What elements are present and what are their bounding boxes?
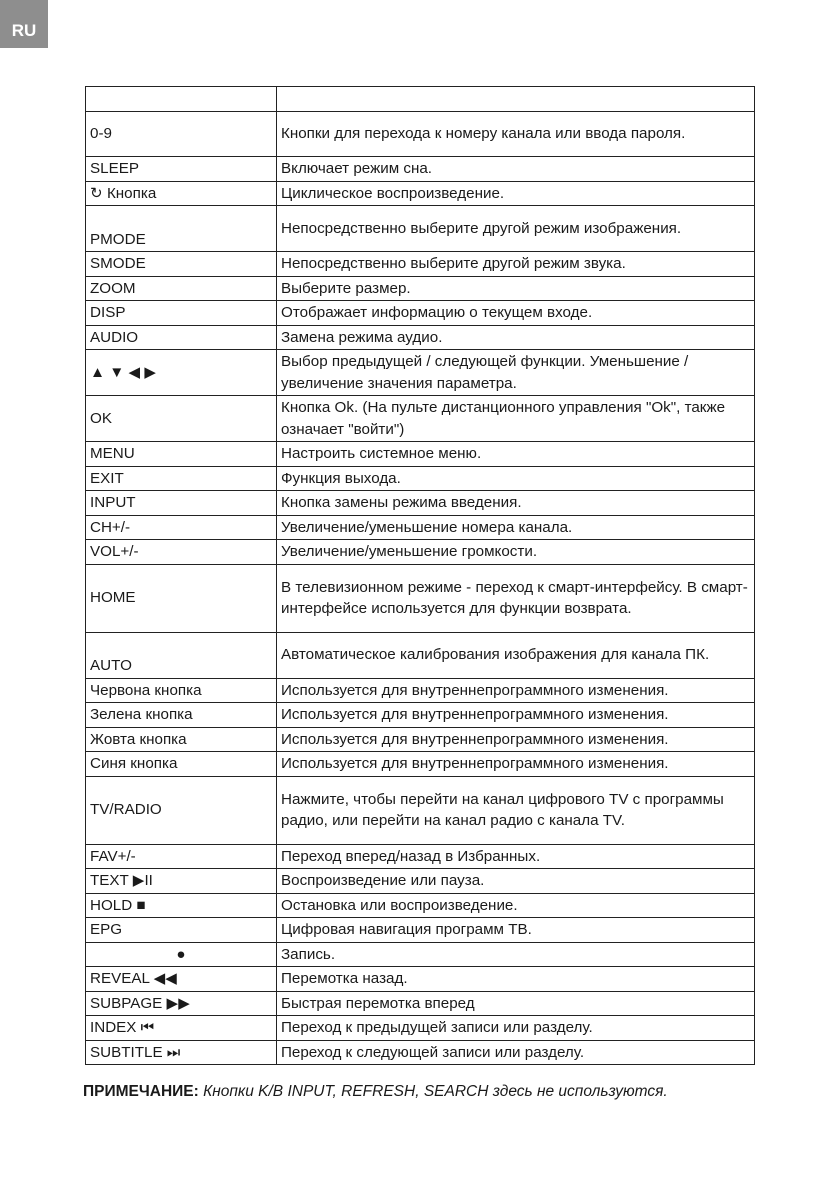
button-name-cell: INDEX ⏮ xyxy=(86,1016,277,1041)
button-name-cell: PMODE xyxy=(86,206,277,252)
table-row xyxy=(86,967,755,992)
button-description-cell: В телевизионном режиме - переход к смарт-интерфейсу. В смарт-интерфейсе используется для функции возврата. xyxy=(277,564,755,632)
table-row xyxy=(86,844,755,869)
button-description-cell: Цифровая навигация программ ТВ. xyxy=(277,918,755,943)
language-tab: RU xyxy=(0,0,48,48)
button-description-cell: Увеличение/уменьшение громкости. xyxy=(277,540,755,565)
button-description-cell: Функция выхода. xyxy=(277,466,755,491)
button-description-cell: Остановка или воспроизведение. xyxy=(277,893,755,918)
button-name-cell: FAV+/- xyxy=(86,844,277,869)
button-name-cell: ↻ Кнопка xyxy=(86,181,277,206)
button-description-cell: Отображает информацию о текущем входе. xyxy=(277,301,755,326)
table-row xyxy=(86,991,755,1016)
table-row xyxy=(86,325,755,350)
table-row xyxy=(86,632,755,678)
button-description-cell: Кнопка Ok. (На пульте дистанционного управления "Ok", также означает "войти") xyxy=(277,396,755,442)
footnote xyxy=(83,1083,668,1101)
table-row xyxy=(86,442,755,467)
table-row xyxy=(86,515,755,540)
button-name-cell: TV/RADIO xyxy=(86,776,277,844)
button-description-cell: Используется для внутреннепрограммного изменения. xyxy=(277,678,755,703)
table-row xyxy=(86,1040,755,1065)
table-row xyxy=(86,540,755,565)
button-name-cell: DISP xyxy=(86,301,277,326)
button-description-cell: Автоматическое калибрования изображения для канала ПК. xyxy=(277,632,755,678)
button-name-cell: SMODE xyxy=(86,252,277,277)
button-description-cell: Циклическое воспроизведение. xyxy=(277,181,755,206)
header-cell-desc xyxy=(277,87,755,112)
button-name-cell: Червона кнопка xyxy=(86,678,277,703)
table-row xyxy=(86,1016,755,1041)
table-row xyxy=(86,466,755,491)
table-header-row xyxy=(86,87,755,112)
table-row xyxy=(86,869,755,894)
table-row xyxy=(86,942,755,967)
note-label: ПРИМЕЧАНИЕ: xyxy=(83,1083,199,1100)
button-description-cell: Выберите размер. xyxy=(277,276,755,301)
button-description-cell: Кнопка замены режима введения. xyxy=(277,491,755,516)
table-row xyxy=(86,703,755,728)
button-description-cell: Выбор предыдущей / следующей функции. Уменьшение / увеличение значения параметра. xyxy=(277,350,755,396)
table-row xyxy=(86,396,755,442)
button-name-cell: ▲ ▼ ◀ ▶ xyxy=(86,350,277,396)
button-name-cell: SLEEP xyxy=(86,157,277,182)
header-cell-key xyxy=(86,87,277,112)
table-row xyxy=(86,918,755,943)
table-row xyxy=(86,157,755,182)
button-name-cell: Зелена кнопка xyxy=(86,703,277,728)
table-row xyxy=(86,752,755,777)
table-row xyxy=(86,491,755,516)
button-description-cell: Запись. xyxy=(277,942,755,967)
button-name-cell: AUTO xyxy=(86,632,277,678)
button-name-cell: AUDIO xyxy=(86,325,277,350)
button-description-cell: Используется для внутреннепрограммного изменения. xyxy=(277,703,755,728)
button-name-cell: HOME xyxy=(86,564,277,632)
button-name-cell: TEXT ▶II xyxy=(86,869,277,894)
button-name-cell: ZOOM xyxy=(86,276,277,301)
button-description-cell: Переход к предыдущей записи или разделу. xyxy=(277,1016,755,1041)
button-description-cell: Используется для внутреннепрограммного изменения. xyxy=(277,727,755,752)
table-row xyxy=(86,276,755,301)
button-name-cell: 0-9 xyxy=(86,112,277,157)
button-description-cell: Переход вперед/назад в Избранных. xyxy=(277,844,755,869)
button-name-cell: MENU xyxy=(86,442,277,467)
table-row xyxy=(86,181,755,206)
table-row xyxy=(86,206,755,252)
button-name-cell: CH+/- xyxy=(86,515,277,540)
button-name-cell: EPG xyxy=(86,918,277,943)
table-row xyxy=(86,678,755,703)
table-row xyxy=(86,564,755,632)
button-description-cell: Замена режима аудио. xyxy=(277,325,755,350)
button-name-cell: Жовта кнопка xyxy=(86,727,277,752)
button-name-cell: SUBTITLE ⏭ xyxy=(86,1040,277,1065)
button-name-cell: HOLD ■ xyxy=(86,893,277,918)
button-name-cell: Синя кнопка xyxy=(86,752,277,777)
button-description-cell: Переход к следующей записи или разделу. xyxy=(277,1040,755,1065)
button-name-cell: EXIT xyxy=(86,466,277,491)
button-description-cell: Настроить системное меню. xyxy=(277,442,755,467)
table-row xyxy=(86,252,755,277)
button-name-cell: REVEAL ◀◀ xyxy=(86,967,277,992)
note-text: Кнопки K/B INPUT, REFRESH, SEARCH здесь не используются. xyxy=(198,1083,668,1100)
button-description-cell: Включает режим сна. xyxy=(277,157,755,182)
button-description-cell: Воспроизведение или пауза. xyxy=(277,869,755,894)
button-description-cell: Быстрая перемотка вперед xyxy=(277,991,755,1016)
button-description-cell: Непосредственно выберите другой режим изображения. xyxy=(277,206,755,252)
remote-buttons-table xyxy=(85,86,755,1065)
button-name-cell: OK xyxy=(86,396,277,442)
button-description-cell: Перемотка назад. xyxy=(277,967,755,992)
button-description-cell: Кнопки для перехода к номеру канала или ввода пароля. xyxy=(277,112,755,157)
button-description-cell: Непосредственно выберите другой режим звука. xyxy=(277,252,755,277)
table-row xyxy=(86,112,755,157)
table-row xyxy=(86,727,755,752)
button-description-cell: Нажмите, чтобы перейти на канал цифрового TV с программы радио, или перейти на канал радио с канала TV. xyxy=(277,776,755,844)
table-row xyxy=(86,893,755,918)
button-name-cell: INPUT xyxy=(86,491,277,516)
table-row xyxy=(86,776,755,844)
button-description-cell: Используется для внутреннепрограммного изменения. xyxy=(277,752,755,777)
button-name-cell: SUBPAGE ▶▶ xyxy=(86,991,277,1016)
table-row xyxy=(86,301,755,326)
button-name-cell: ● xyxy=(86,942,277,967)
button-name-cell: VOL+/- xyxy=(86,540,277,565)
button-description-cell: Увеличение/уменьшение номера канала. xyxy=(277,515,755,540)
table-row xyxy=(86,350,755,396)
